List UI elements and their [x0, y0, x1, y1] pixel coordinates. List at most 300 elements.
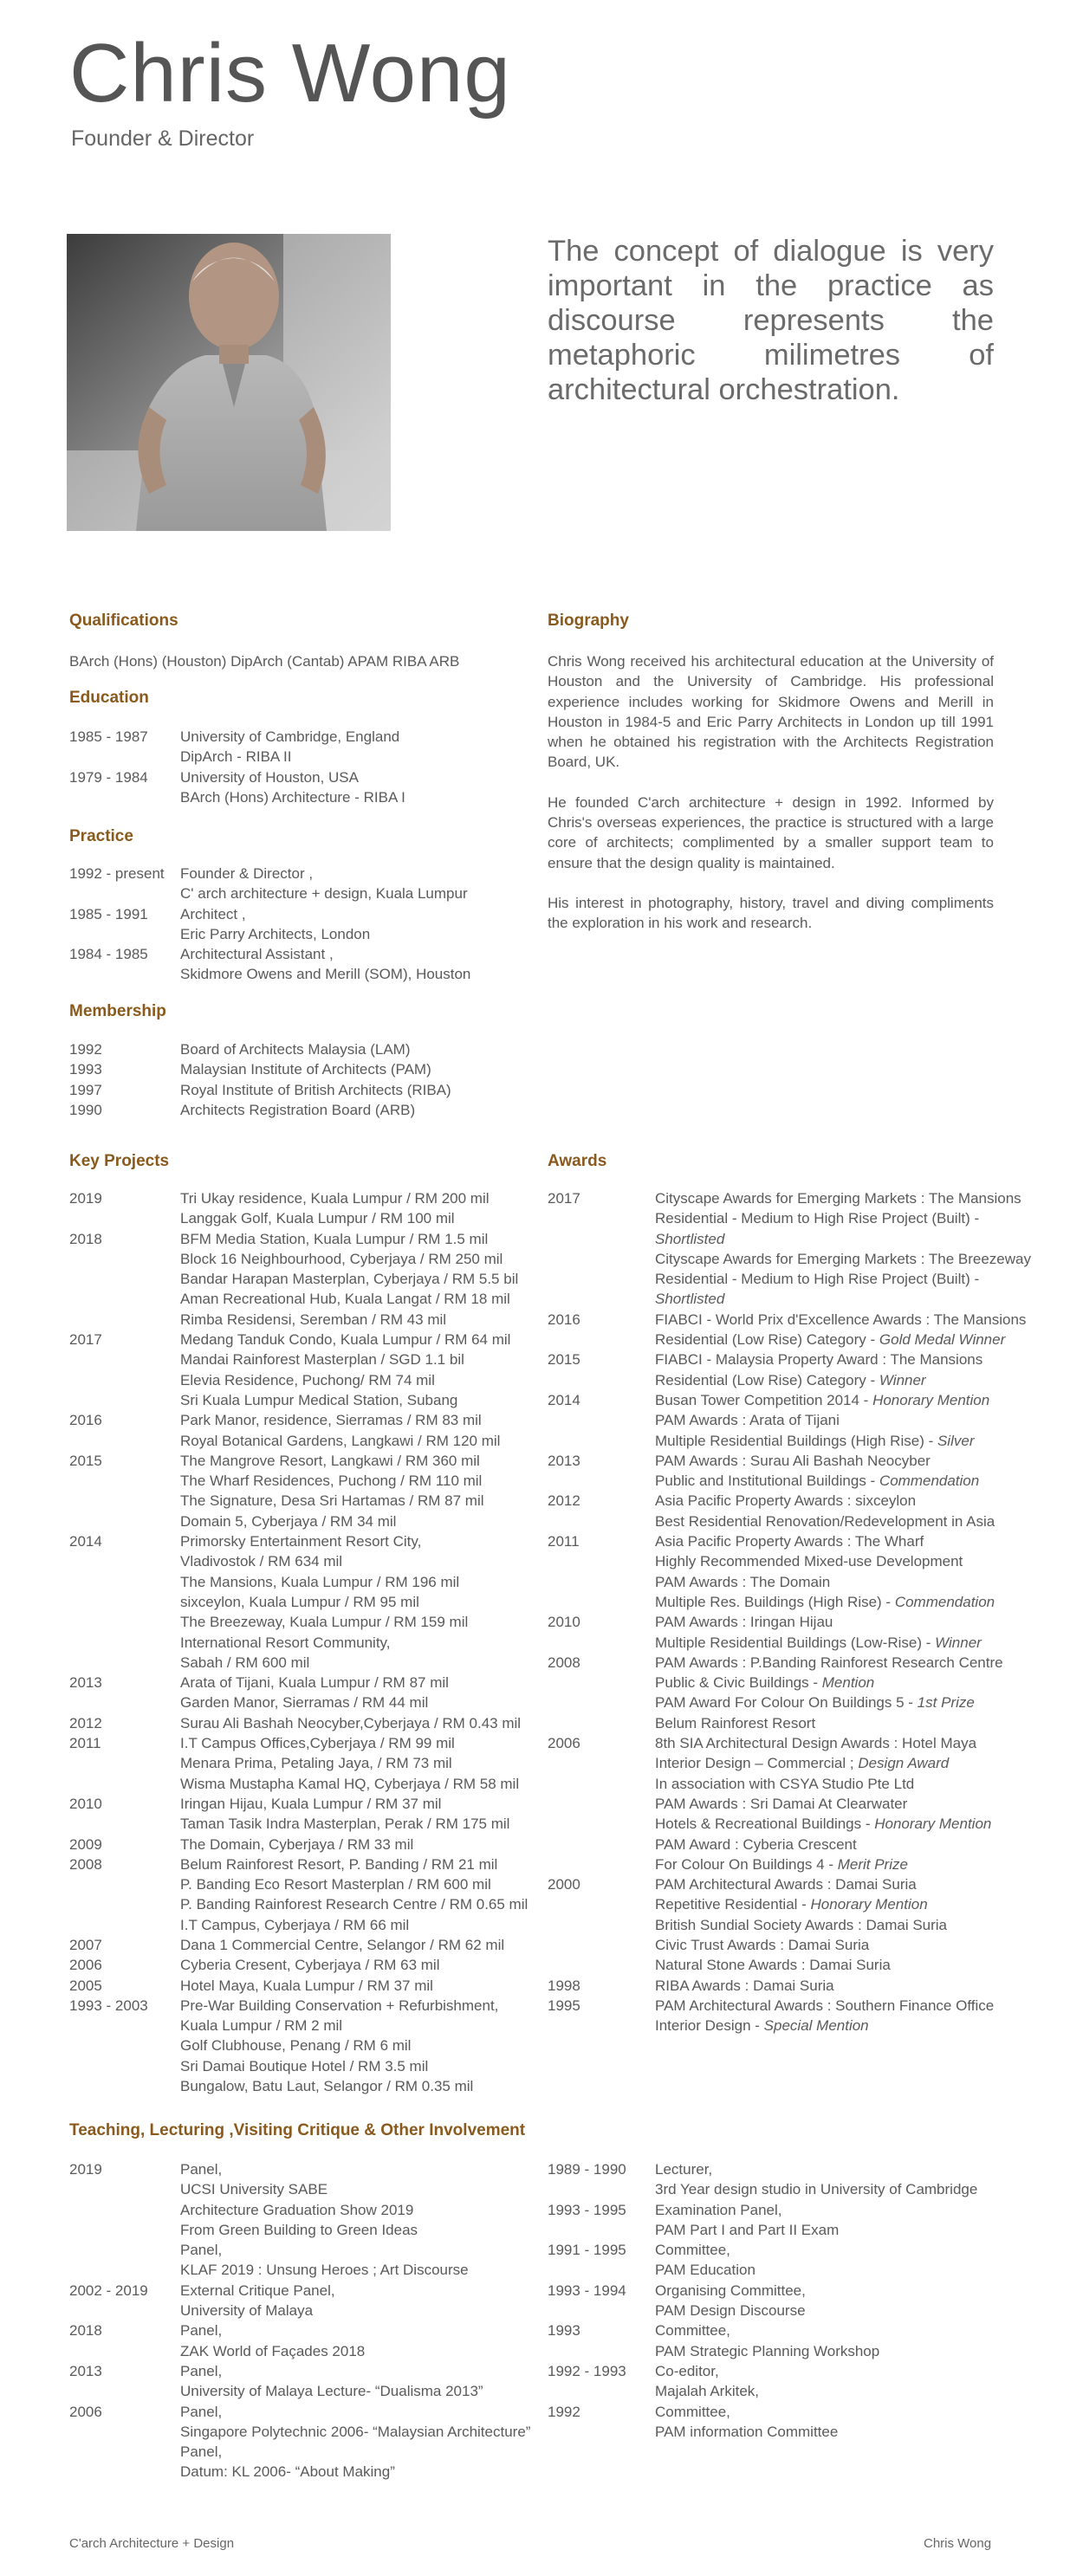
row-items [180, 864, 537, 904]
list-row [548, 1976, 1033, 1996]
row-line: Committee, [655, 2242, 730, 2259]
row-items [180, 1935, 537, 1955]
row-line [655, 1976, 1033, 1996]
row-items [655, 1491, 1033, 1531]
row-line: Domain 5, Cyberjaya / RM 34 mil [180, 1512, 397, 1530]
row-line-distinction: Silver [937, 1432, 975, 1449]
row-line [655, 1289, 1033, 1309]
list-row [548, 2281, 1033, 2321]
row-year: 1985 - 1991 [69, 905, 148, 922]
row-year: 1993 - 2003 [69, 1997, 148, 2014]
row-year: 2006 [69, 2403, 102, 2420]
row-line: The Breezeway, Kuala Lumpur / RM 159 mil [180, 1614, 469, 1631]
row-line: Langgak Golf, Kuala Lumpur / RM 100 mil [180, 1210, 455, 1227]
row-items [180, 2320, 537, 2361]
row-line-text: Public and Institutional Buildings - [655, 1472, 879, 1490]
row-year: 2013 [69, 1674, 102, 1692]
row-line: The Wharf Residences, Puchong / RM 110 mil [180, 1472, 483, 1490]
row-line-text: Asia Pacific Property Awards : The Wharf [655, 1533, 924, 1550]
list-row [69, 1531, 537, 1673]
row-line: Hotel Maya, Kuala Lumpur / RM 37 mil [180, 1977, 433, 1994]
row-line: Belum Rainforest Resort, P. Banding / RM 21 mil [180, 1855, 498, 1873]
list-row [69, 1059, 537, 1079]
row-line: DipArch - RIBA II [180, 748, 292, 766]
row-line-distinction: Winner [935, 1634, 982, 1651]
row-year: 2008 [548, 1654, 580, 1671]
row-line [655, 1753, 1033, 1773]
row-items [655, 1531, 1033, 1612]
row-items [180, 2159, 537, 2281]
pull-quote: The concept of dialogue is very important in the practice as discourse represents the metaphoric milimetres of architectural orchestration. [548, 235, 994, 406]
row-line-distinction: Mention [821, 1674, 875, 1692]
list-row [548, 2402, 1033, 2443]
row-line: Bungalow, Batu Laut, Selangor / RM 0.35 mil [180, 2078, 474, 2095]
row-year: 2002 - 2019 [69, 2282, 148, 2299]
row-line: P. Banding Rainforest Research Centre / RM 0.65 mil [180, 1896, 529, 1913]
row-line-text: Cityscape Awards for Emerging Markets : The Breezeway [655, 1250, 1031, 1267]
row-line: Bandar Harapan Masterplan, Cyberjaya / RM 5.5 bil [180, 1271, 519, 1288]
row-line: KLAF 2019 : Unsung Heroes ; Art Discourse [180, 2262, 469, 2279]
row-line: Arata of Tijani, Kuala Lumpur / RM 87 mil [180, 1674, 449, 1692]
row-line-text: In association with CSYA Studio Pte Ltd [655, 1775, 915, 1792]
list-row [69, 1733, 537, 1794]
row-year: 1992 [548, 2403, 580, 2420]
row-year: 1993 [548, 2322, 580, 2340]
row-line: PAM Strategic Planning Workshop [655, 2342, 880, 2359]
row-year: 1992 - present [69, 865, 165, 882]
row-line-text: Repetitive Residential - [655, 1896, 811, 1913]
row-line: PAM Education [655, 2262, 756, 2279]
list-row [548, 1653, 1033, 1733]
row-line: sixceylon, Kuala Lumpur / RM 95 mil [180, 1593, 419, 1610]
row-line: Singapore Polytechnic 2006- “Malaysian Architecture” [180, 2423, 531, 2440]
row-line-text: PAM Awards : Arata of Tijani [655, 1412, 840, 1429]
row-line: Panel, [180, 2322, 223, 2340]
row-line: Taman Tasik Indra Masterplan, Perak / RM 175 mil [180, 1815, 510, 1833]
row-line-text: Public & Civic Buildings - [655, 1674, 822, 1692]
row-items [655, 2402, 1033, 2443]
row-line: Architects Registration Board (ARB) [180, 1101, 416, 1118]
list-row [548, 1310, 1033, 1350]
row-line: Cyberia Cresent, Cyberjaya / RM 63 mil [180, 1957, 440, 1974]
row-year: 2000 [548, 1876, 580, 1893]
row-line: Elevia Residence, Puchong/ RM 74 mil [180, 1371, 435, 1388]
row-line: From Green Building to Green Ideas [180, 2221, 418, 2238]
row-line-text: Cityscape Awards for Emerging Markets : The Mansions [655, 1190, 1021, 1207]
row-line: BArch (Hons) Architecture - RIBA I [180, 788, 405, 806]
list-row [69, 864, 537, 904]
row-line-text: Multiple Res. Buildings (High Rise) - [655, 1593, 895, 1610]
row-line [655, 1874, 1033, 1894]
row-year: 2015 [69, 1452, 102, 1469]
row-line: Founder & Director , [180, 865, 314, 882]
list-row [548, 2320, 1033, 2361]
row-line: Golf Clubhouse, Penang / RM 6 mil [180, 2037, 412, 2055]
row-items [655, 1451, 1033, 1492]
row-items [655, 2240, 1033, 2281]
row-line-distinction: Honorary Mention [872, 1391, 990, 1408]
list-row [548, 1612, 1033, 1653]
row-line: UCSI University SABE [180, 2181, 328, 2198]
row-line: C' arch architecture + design, Kuala Lumpur [180, 885, 468, 903]
list-row [69, 2361, 537, 2402]
row-year: 2005 [69, 1977, 102, 1994]
row-line-distinction: Honorary Mention [810, 1896, 928, 1913]
practice-heading: Practice [69, 827, 133, 845]
row-line-text: Highly Recommended Mixed-use Development [655, 1553, 963, 1570]
row-items [180, 2361, 537, 2402]
row-year: 2010 [548, 1614, 580, 1631]
row-items [180, 1451, 537, 1531]
row-line [655, 1370, 1033, 1390]
row-line: PAM information Committee [655, 2423, 839, 2440]
row-line: Datum: KL 2006- “About Making” [180, 2463, 395, 2481]
row-line-text: For Colour On Buildings 4 - [655, 1855, 838, 1873]
row-items [180, 1410, 537, 1451]
list-row [69, 767, 537, 808]
row-line [655, 1491, 1033, 1511]
row-line-text: Residential - Medium to High Rise Project (Built) - [655, 1210, 980, 1227]
row-line-text: Residential (Low Rise) Category - [655, 1331, 879, 1349]
list-row [548, 2200, 1033, 2241]
list-row [69, 727, 537, 767]
row-line-text: PAM Award : Cyberia Crescent [655, 1835, 857, 1853]
row-line: The Mangrove Resort, Langkawi / RM 360 mil [180, 1452, 480, 1469]
awards-heading: Awards [548, 1152, 607, 1170]
row-year: 2015 [548, 1351, 580, 1369]
row-items [180, 2281, 537, 2321]
row-line [655, 1894, 1033, 1914]
row-line-text: Multiple Residential Buildings (Low-Rise) - [655, 1634, 936, 1651]
education-list [69, 727, 537, 807]
membership-heading: Membership [69, 1002, 166, 1020]
row-items [655, 2320, 1033, 2361]
row-line: Wisma Mustapha Kamal HQ, Cyberjaya / RM 58 mil [180, 1775, 520, 1792]
key-projects-heading: Key Projects [69, 1152, 170, 1170]
list-row [548, 1390, 1033, 1451]
row-line: Panel, [180, 2242, 223, 2259]
row-year: 2017 [69, 1331, 102, 1349]
row-year: 2006 [548, 1735, 580, 1752]
row-year: 2013 [548, 1452, 580, 1469]
row-line: Lecturer, [655, 2161, 713, 2178]
row-line-distinction: Design Award [858, 1755, 950, 1772]
row-items [180, 2402, 537, 2482]
list-row [69, 2281, 537, 2321]
row-line: University of Cambridge, England [180, 728, 400, 745]
row-items [180, 1976, 537, 1996]
row-year: 2016 [69, 1412, 102, 1429]
row-line [655, 1269, 1033, 1289]
row-line-text: Asia Pacific Property Awards : sixceylon [655, 1492, 917, 1510]
row-line: Sri Kuala Lumpur Medical Station, Subang [180, 1391, 458, 1408]
row-line-text: Belum Rainforest Resort [655, 1714, 816, 1731]
row-items [180, 767, 537, 808]
row-items [180, 1733, 537, 1794]
row-line: Surau Ali Bashah Neocyber,Cyberjaya / RM 0.43 mil [180, 1714, 522, 1731]
row-year: 1998 [548, 1977, 580, 1994]
row-line-text: Residential (Low Rise) Category - [655, 1371, 879, 1388]
row-items [655, 2281, 1033, 2321]
row-items [180, 944, 537, 985]
row-line [655, 1451, 1033, 1471]
row-line [655, 1349, 1033, 1369]
row-line [655, 1592, 1033, 1612]
row-line [655, 1633, 1033, 1653]
row-line [655, 1733, 1033, 1753]
row-line-text: Natural Stone Awards : Damai Suria [655, 1957, 891, 1974]
row-line [655, 1410, 1033, 1430]
row-line [655, 1188, 1033, 1208]
list-row [69, 1835, 537, 1854]
row-line: ZAK World of Façades 2018 [180, 2342, 366, 2359]
row-line-text: Best Residential Renovation/Redevelopment in Asia [655, 1512, 995, 1530]
row-line-text: PAM Awards : The Domain [655, 1573, 831, 1590]
row-line [655, 1330, 1033, 1349]
row-line [655, 1310, 1033, 1330]
row-line: I.T Campus, Cyberjaya / RM 66 mil [180, 1916, 410, 1933]
list-row [548, 1349, 1033, 1390]
row-items [655, 1653, 1033, 1733]
row-year: 2018 [69, 1230, 102, 1247]
row-year: 2009 [69, 1835, 102, 1853]
row-line: Pre-War Building Conservation + Refurbishment, [180, 1997, 499, 2014]
biography-heading: Biography [548, 612, 629, 630]
row-line [655, 1935, 1033, 1955]
row-line: Park Manor, residence, Sierramas / RM 83 mil [180, 1412, 482, 1429]
row-items [180, 1854, 537, 1935]
row-line: Iringan Hijau, Kuala Lumpur / RM 37 mil [180, 1795, 442, 1812]
row-line [655, 1471, 1033, 1491]
row-line-text: PAM Awards : Surau Ali Bashah Neocyber [655, 1452, 931, 1469]
row-line-distinction: Gold Medal Winner [879, 1331, 1006, 1349]
row-line: Tri Ukay residence, Kuala Lumpur / RM 200 mil [180, 1190, 490, 1207]
row-line [655, 1713, 1033, 1733]
list-row [69, 1188, 537, 1229]
row-line [655, 1854, 1033, 1874]
row-line: Royal Botanical Gardens, Langkawi / RM 120 mil [180, 1432, 501, 1449]
row-year: 2008 [69, 1855, 102, 1873]
row-line: Primorsky Entertainment Resort City, [180, 1533, 422, 1550]
row-year: 1995 [548, 1997, 580, 2014]
list-row [69, 1451, 537, 1531]
row-year: 2016 [548, 1311, 580, 1328]
row-line [655, 1431, 1033, 1451]
row-line: Mandai Rainforest Masterplan / SGD 1.1 bil [180, 1351, 464, 1369]
row-line: Malaysian Institute of Architects (PAM) [180, 1061, 431, 1078]
row-items [180, 1059, 537, 1079]
row-year: 2017 [548, 1190, 580, 1207]
row-line-distinction: Honorary Mention [874, 1815, 992, 1833]
row-line [655, 1612, 1033, 1632]
row-items [180, 1330, 537, 1410]
list-row [69, 1673, 537, 1713]
row-line-text: PAM Awards : P.Banding Rainforest Research Centre [655, 1654, 1003, 1671]
row-line: Board of Architects Malaysia (LAM) [180, 1041, 411, 1058]
person-role: Founder & Director [71, 126, 255, 151]
row-year: 1997 [69, 1081, 102, 1098]
row-year: 2018 [69, 2322, 102, 2340]
row-line [655, 1955, 1033, 1975]
row-line: University of Malaya [180, 2302, 314, 2320]
footer-name: Chris Wong [924, 2536, 992, 2551]
row-line-distinction: 1st Prize [917, 1694, 975, 1712]
biography-paragraph: His interest in photography, history, travel and diving compliments the exploration in his work and research. [548, 894, 994, 932]
row-items [180, 904, 537, 945]
row-line-text: Interior Design - [655, 2017, 764, 2035]
list-row [548, 1451, 1033, 1492]
row-items [655, 1390, 1033, 1451]
row-items [655, 1310, 1033, 1350]
list-row [548, 2159, 1033, 2200]
row-year: 1985 - 1987 [69, 728, 148, 745]
row-line: Eric Parry Architects, London [180, 925, 371, 942]
row-line: International Resort Community, [180, 1634, 391, 1651]
row-line: Committee, [655, 2322, 730, 2340]
list-row [548, 1531, 1033, 1612]
row-line: Architecture Graduation Show 2019 [180, 2201, 414, 2218]
row-items [655, 1349, 1033, 1390]
row-line-distinction: Commendation [879, 1472, 980, 1490]
row-line-text: 8th SIA Architectural Design Awards : Hotel Maya [655, 1735, 977, 1752]
list-row [69, 2320, 537, 2361]
row-line-distinction: Merit Prize [837, 1855, 908, 1873]
list-row [69, 1935, 537, 1955]
row-items [655, 1874, 1033, 1975]
row-items [180, 727, 537, 767]
practice-list [69, 864, 537, 985]
row-line: Medang Tanduk Condo, Kuala Lumpur / RM 64 mil [180, 1331, 511, 1349]
list-row [69, 944, 537, 985]
row-line: External Critique Panel, [180, 2282, 335, 2299]
footer-firm: C'arch Architecture + Design [69, 2536, 235, 2551]
row-line-distinction: Shortlisted [655, 1291, 725, 1308]
row-line-text: British Sundial Society Awards : Damai Suria [655, 1916, 948, 1933]
row-year: 2011 [69, 1735, 101, 1752]
row-line: P. Banding Eco Resort Masterplan / RM 600 mil [180, 1876, 491, 1893]
row-year: 1989 - 1990 [548, 2161, 626, 2178]
row-year: 2011 [548, 1533, 580, 1550]
person-name: Chris Wong [69, 27, 511, 120]
row-year: 1992 - 1993 [548, 2362, 626, 2379]
awards-list [548, 1188, 1033, 2036]
row-items [180, 1100, 537, 1120]
row-line: Architect , [180, 905, 246, 922]
row-year: 1984 - 1985 [69, 946, 148, 963]
teaching-list-left [69, 2159, 537, 2482]
row-line-distinction: Commendation [894, 1593, 995, 1610]
row-line-text: FIABCI - World Prix d'Excellence Awards : The Mansions [655, 1311, 1027, 1328]
list-row [69, 1039, 537, 1059]
row-line-text: RIBA Awards : Damai Suria [655, 1977, 834, 1994]
list-row [69, 1410, 537, 1451]
row-line: Block 16 Neighbourhood, Cyberjaya / RM 250 mil [180, 1250, 503, 1267]
row-items [180, 1188, 537, 1229]
row-line: Examination Panel, [655, 2201, 782, 2218]
row-line: Skidmore Owens and Merill (SOM), Houston [180, 966, 471, 983]
row-line: Dana 1 Commercial Centre, Selangor / RM 62 mil [180, 1936, 505, 1953]
row-line: 3rd Year design studio in University of Cambridge [655, 2181, 978, 2198]
row-year: 2006 [69, 1957, 102, 1974]
row-items [655, 2200, 1033, 2241]
row-line-text: PAM Architectural Awards : Damai Suria [655, 1876, 917, 1893]
row-line: Royal Institute of British Architects (RIBA) [180, 1081, 451, 1098]
list-row [548, 1996, 1033, 2036]
row-items [180, 1955, 537, 1975]
row-line [655, 1774, 1033, 1794]
list-row [548, 1874, 1033, 1975]
row-year: 2014 [69, 1533, 102, 1550]
list-row [69, 1100, 537, 1120]
row-line [655, 1229, 1033, 1249]
biography-paragraph: Chris Wong received his architectural education at the University of Houston and the University of Cambridge. His professional experience includes working for Skidmore Owens and Merill in Houston in 1984-5 and Eric Parry Architects in London up till 1991 when he obtained his registration with the Architects Registration Board, UK. [548, 653, 994, 771]
row-items [655, 1733, 1033, 1874]
row-year: 1993 [69, 1061, 102, 1078]
list-row [69, 1955, 537, 1975]
row-line [655, 1551, 1033, 1571]
row-line-distinction: Winner [879, 1371, 926, 1388]
row-items [180, 1039, 537, 1059]
row-line [655, 1572, 1033, 1592]
row-line-text: Hotels & Recreational Buildings - [655, 1815, 875, 1833]
row-line: The Domain, Cyberjaya / RM 33 mil [180, 1835, 414, 1853]
row-line-distinction: Shortlisted [655, 1230, 725, 1247]
list-row [548, 1491, 1033, 1531]
qualifications-text: BArch (Hons) (Houston) DipArch (Cantab) APAM RIBA ARB [69, 653, 460, 670]
list-row [69, 1713, 537, 1733]
row-line-text: PAM Award For Colour On Buildings 5 - [655, 1694, 918, 1712]
education-heading: Education [69, 689, 149, 707]
row-line: Organising Committee, [655, 2282, 806, 2299]
row-year: 1993 - 1995 [548, 2201, 626, 2218]
row-year: 2010 [69, 1795, 102, 1812]
row-line-text: FIABCI - Malaysia Property Award : The Mansions [655, 1351, 983, 1369]
row-line-text: Busan Tower Competition 2014 - [655, 1391, 873, 1408]
row-line [655, 1996, 1033, 2016]
row-year: 2007 [69, 1936, 102, 1953]
key-projects-list [69, 1188, 537, 2096]
row-year: 2019 [69, 2161, 102, 2178]
row-line: Majalah Arkitek, [655, 2383, 759, 2400]
row-line: Panel, [180, 2362, 223, 2379]
list-row [69, 1229, 537, 1330]
row-line: I.T Campus Offices,Cyberjaya / RM 99 mil [180, 1735, 455, 1752]
list-row [69, 1996, 537, 2096]
row-line: Architectural Assistant , [180, 946, 334, 963]
membership-list [69, 1039, 537, 1120]
row-line [655, 1673, 1033, 1693]
row-line [655, 1915, 1033, 1935]
portrait-photo [67, 234, 391, 531]
row-items [180, 1794, 537, 1835]
qualifications-heading: Qualifications [69, 612, 178, 630]
row-line: Sabah / RM 600 mil [180, 1654, 310, 1671]
row-items [655, 2361, 1033, 2402]
row-items [180, 1835, 537, 1854]
row-year: 1991 - 1995 [548, 2242, 626, 2259]
list-row [69, 1976, 537, 1996]
row-items [180, 1229, 537, 1330]
row-items [180, 1673, 537, 1713]
row-items [655, 1612, 1033, 1653]
row-year: 2013 [69, 2362, 102, 2379]
row-line [655, 1693, 1033, 1712]
row-items [180, 1713, 537, 1733]
list-row [548, 1733, 1033, 1874]
row-year: 1992 [69, 1041, 102, 1058]
row-line [655, 1208, 1033, 1228]
row-line: Kuala Lumpur / RM 2 mil [180, 2017, 343, 2035]
